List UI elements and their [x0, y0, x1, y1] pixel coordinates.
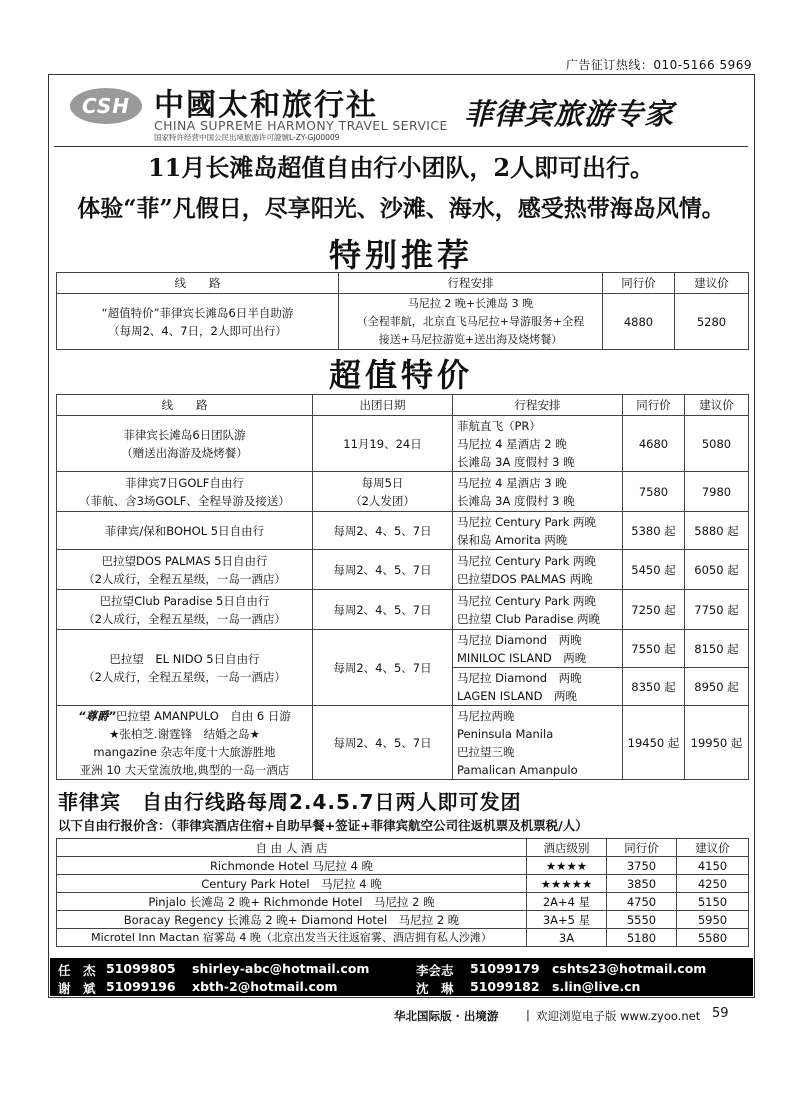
route-line: （赠送出海游及烧烤餐） [121, 445, 248, 460]
col-itinerary: 行程安排 [453, 395, 623, 416]
table-row [57, 590, 749, 630]
route-line: ★张柏芝.谢霆锋 结婚之岛★ [109, 726, 260, 741]
peer-price: 7580 [623, 472, 685, 512]
route-line: 巴拉望 EL NIDO 5日自由行 [109, 651, 260, 666]
route-cell [57, 550, 313, 590]
route-cell [57, 416, 313, 472]
col-hotel: 自 由 人 酒 店 [57, 839, 527, 857]
route-line: “超值特价”菲律宾长滩岛6日半自助游 [101, 305, 294, 320]
suggest-price: 8150 起 [685, 630, 749, 668]
route-cell: 菲律宾/保和BOHOL 5日自由行 [57, 512, 313, 550]
route-line: 巴拉望Club Paradise 5日自由行 [99, 593, 270, 608]
footer-separator: | [526, 1008, 530, 1022]
hotel-price-table [56, 838, 749, 947]
header-divider [54, 146, 748, 147]
peer-price: 5450 起 [623, 550, 685, 590]
suggest-price: 5950 [677, 911, 749, 929]
table-row [57, 472, 749, 512]
itinerary-cell [453, 550, 623, 590]
contact-name: 任 杰 [58, 963, 96, 978]
itinerary-line: LAGEN ISLAND 两晚 [457, 688, 577, 703]
col-route: 线 路 [57, 395, 313, 416]
hotel-name: Microtel Inn Mactan 宿雾岛 4 晚（北京出发当天往返宿雾、酒店拥有私人沙滩） [57, 929, 527, 947]
contact-phone: 51099196 [106, 979, 176, 994]
page-number: 59 [712, 1006, 729, 1021]
contact-email[interactable]: xbth-2@hotmail.com [192, 979, 338, 994]
table-header-row [57, 839, 749, 857]
itinerary-line: 马尼拉 4 星酒店 3 晚 [457, 475, 567, 490]
peer-price: 5550 [607, 911, 677, 929]
special-offer-table [56, 272, 749, 350]
route-cell [57, 294, 339, 350]
peer-price: 19450 起 [623, 706, 685, 780]
date-cell: 每周2、4、5、7日 [313, 706, 453, 780]
contact-phone: 51099179 [470, 961, 540, 976]
itinerary-cell [453, 472, 623, 512]
table-row [57, 416, 749, 472]
itinerary-cell [453, 512, 623, 550]
suggest-price: 5080 [685, 416, 749, 472]
headline-1: 11月长滩岛超值自由行小团队，2人即可出行。 [147, 153, 655, 182]
contact-name: 李会志 [416, 963, 454, 978]
contact-email[interactable]: shirley-abc@hotmail.com [192, 961, 370, 976]
agency-name-cn: 中國太和旅行社 [154, 88, 378, 123]
col-route: 线 路 [57, 273, 339, 294]
route-cell [57, 590, 313, 630]
date-cell: 11月19、24日 [313, 416, 453, 472]
headline-2: 体验“菲”凡假日，尽享阳光、沙滩、海水，感受热带海岛风情。 [77, 195, 725, 222]
table-row [57, 294, 749, 350]
hotel-name: Richmonde Hotel 马尼拉 4 晚 [57, 857, 527, 875]
price-includes-note: 以下自由行报价含：（菲律宾酒店住宿+自助早餐+签证+菲律宾航空公司往返机票及机票税/人） [58, 818, 588, 833]
col-suggest-price: 建议价 [685, 395, 749, 416]
table-header-row [57, 395, 749, 416]
itinerary-cell [453, 590, 623, 630]
contact-bar [50, 958, 753, 996]
suggest-price: 6050 起 [685, 550, 749, 590]
itinerary-line: 马尼拉 Diamond 两晚 [457, 632, 582, 647]
agency-name-en: CHINA SUPREME HARMONY TRAVEL SERVICE [154, 118, 448, 133]
table-row [57, 929, 749, 947]
suggest-price: 8950 起 [685, 668, 749, 706]
itinerary-line: 巴拉望三晚 [457, 744, 515, 759]
col-suggest-price: 建议价 [675, 273, 749, 294]
col-peer-price: 同行价 [603, 273, 675, 294]
hotel-name: Century Park Hotel 马尼拉 4 晚 [57, 875, 527, 893]
route-line: （2人成行，全程五星级，一岛一酒店） [83, 611, 286, 626]
itinerary-line: 马尼拉 Diamond 两晚 [457, 670, 582, 685]
date-cell: 每周2、4、5、7日 [313, 512, 453, 550]
itinerary-cell [453, 706, 623, 780]
hotel-level: ★★★★★ [527, 875, 607, 893]
col-suggest-price: 建议价 [677, 839, 749, 857]
contact-name: 谢 斌 [58, 981, 96, 996]
license-number: 国家特许经营中国公民出境旅游许可證號L-ZY-GJ00009 [154, 133, 340, 142]
route-line: mangazine 杂志年度十大旅游胜地 [93, 744, 276, 759]
hotel-level: 3A [527, 929, 607, 947]
hotel-name: Boracay Regency 长滩岛 2 晚+ Diamond Hotel 马尼拉 2 晚 [57, 911, 527, 929]
itinerary-line: 保和岛 Amorita 两晚 [457, 532, 568, 547]
itinerary-line: 马尼拉两晚 [457, 708, 515, 723]
peer-price: 4750 [607, 893, 677, 911]
slogan: 菲律宾旅游专家 [464, 97, 675, 131]
itinerary-line: 巴拉望 Club Paradise 两晚 [457, 611, 601, 626]
section-title-deals: 超值特价 [328, 356, 473, 394]
footer-website[interactable]: 欢迎浏览电子版 www.zyoo.net [536, 1009, 701, 1023]
itinerary-cell [453, 416, 623, 472]
suggest-price: 5150 [677, 893, 749, 911]
itinerary-line: 马尼拉 Century Park 两晚 [457, 593, 597, 608]
suggest-price: 4150 [677, 857, 749, 875]
itinerary-line: 长滩岛 3A 度假村 3 晚 [457, 493, 575, 508]
table-row [57, 630, 749, 668]
suggest-price: 5280 [675, 294, 749, 350]
suggest-price: 7980 [685, 472, 749, 512]
col-date: 出团日期 [313, 395, 453, 416]
peer-price: 8350 起 [623, 668, 685, 706]
contact-phone: 51099805 [106, 961, 176, 976]
footer-source: 华北国际版 · 出境游 [394, 1009, 499, 1023]
itinerary-line: 马尼拉 Century Park 两晚 [457, 514, 597, 529]
itinerary-line: MINILOC ISLAND 两晚 [457, 650, 587, 665]
suggest-price: 5880 起 [685, 512, 749, 550]
itinerary-line: 马尼拉 2 晚+长滩岛 3 晚 [407, 296, 534, 310]
agency-logo-icon: CSH [70, 88, 142, 124]
col-hotel-level: 酒店级别 [527, 839, 607, 857]
col-peer-price: 同行价 [607, 839, 677, 857]
itinerary-cell [339, 294, 603, 350]
table-row [57, 550, 749, 590]
hotel-level: ★★★★ [527, 857, 607, 875]
contact-name: 沈 琳 [416, 981, 454, 996]
itinerary-cell [453, 630, 623, 668]
route-line: （2人成行，全程五星级，一岛一酒店） [83, 669, 286, 684]
peer-price: 3850 [607, 875, 677, 893]
peer-price: 3750 [607, 857, 677, 875]
contact-email[interactable]: cshts23@hotmail.com [552, 961, 707, 976]
col-itinerary: 行程安排 [339, 273, 603, 294]
col-peer-price: 同行价 [623, 395, 685, 416]
date-line: （2人发团） [350, 493, 415, 508]
peer-price: 4680 [623, 416, 685, 472]
itinerary-line: 马尼拉 4 星酒店 2 晚 [457, 436, 567, 451]
route-cell [57, 472, 313, 512]
hotel-level: 2A+4 星 [527, 893, 607, 911]
route-line: 亚洲 10 大天堂流放地,典型的一岛一酒店 [79, 762, 290, 777]
route-line [57, 707, 312, 725]
itinerary-line: 长滩岛 3A 度假村 3 晚 [457, 454, 575, 469]
peer-price: 5180 [607, 929, 677, 947]
deals-table [56, 394, 749, 780]
table-row [57, 875, 749, 893]
route-line: 菲律宾长滩岛6日团队游 [123, 427, 246, 442]
table-row [57, 857, 749, 875]
table-row [57, 512, 749, 550]
itinerary-cell [453, 668, 623, 706]
table-row [57, 706, 749, 780]
itinerary-line: 马尼拉 Century Park 两晚 [457, 553, 597, 568]
peer-price: 5380 起 [623, 512, 685, 550]
itinerary-line: 接送+马尼拉游览+送出海及烧烤餐） [378, 332, 563, 346]
itinerary-line: 巴拉望DOS PALMAS 两晚 [457, 571, 593, 586]
ad-hotline: 广告征订热线：010-5166 5969 [565, 58, 752, 72]
suggest-price: 7750 起 [685, 590, 749, 630]
hotel-level: 3A+5 星 [527, 911, 607, 929]
table-row [57, 893, 749, 911]
route-line: （每周2、4、7日，2人即可出行） [108, 323, 287, 338]
suggest-price: 4250 [677, 875, 749, 893]
date-cell: 每周2、4、5、7日 [313, 630, 453, 706]
route-title: 巴拉望 AMANPULO 自由 6 日游 [115, 708, 291, 723]
itinerary-line: Peninsula Manila [457, 726, 554, 741]
date-cell [313, 472, 453, 512]
route-line: 菲律宾7日GOLF自由行 [125, 475, 244, 490]
route-tag: “尊爵” [78, 708, 116, 723]
date-cell: 每周2、4、5、7日 [313, 590, 453, 630]
suggest-price: 5580 [677, 929, 749, 947]
peer-price: 7550 起 [623, 630, 685, 668]
route-line: （2人成行，全程五星级，一岛一酒店） [83, 571, 286, 586]
table-row [57, 911, 749, 929]
itinerary-line: Pamalican Amanpulo [457, 762, 578, 777]
free-travel-banner: 菲律宾 自由行线路每周2.4.5.7日两人即可发团 [58, 790, 522, 814]
contact-email[interactable]: s.lin@live.cn [552, 979, 641, 994]
route-cell [57, 630, 313, 706]
itinerary-line: 菲航直飞（PR） [457, 418, 541, 433]
date-cell: 每周2、4、5、7日 [313, 550, 453, 590]
table-header-row [57, 273, 749, 294]
route-cell [57, 706, 313, 780]
hotel-name: Pinjalo 长滩岛 2 晚+ Richmonde Hotel 马尼拉 2 晚 [57, 893, 527, 911]
suggest-price: 19950 起 [685, 706, 749, 780]
route-line: 巴拉望DOS PALMAS 5日自由行 [101, 553, 268, 568]
contact-phone: 51099182 [470, 979, 540, 994]
peer-price: 4880 [603, 294, 675, 350]
itinerary-line: （全程菲航，北京直飞马尼拉+导游服务+全程 [356, 314, 585, 328]
peer-price: 7250 起 [623, 590, 685, 630]
agency-header [54, 80, 748, 142]
section-title-special: 特别推荐 [328, 236, 473, 274]
date-line: 每周5日 [361, 475, 404, 490]
route-line: （菲航、含3场GOLF、全程导游及接送） [79, 493, 290, 508]
